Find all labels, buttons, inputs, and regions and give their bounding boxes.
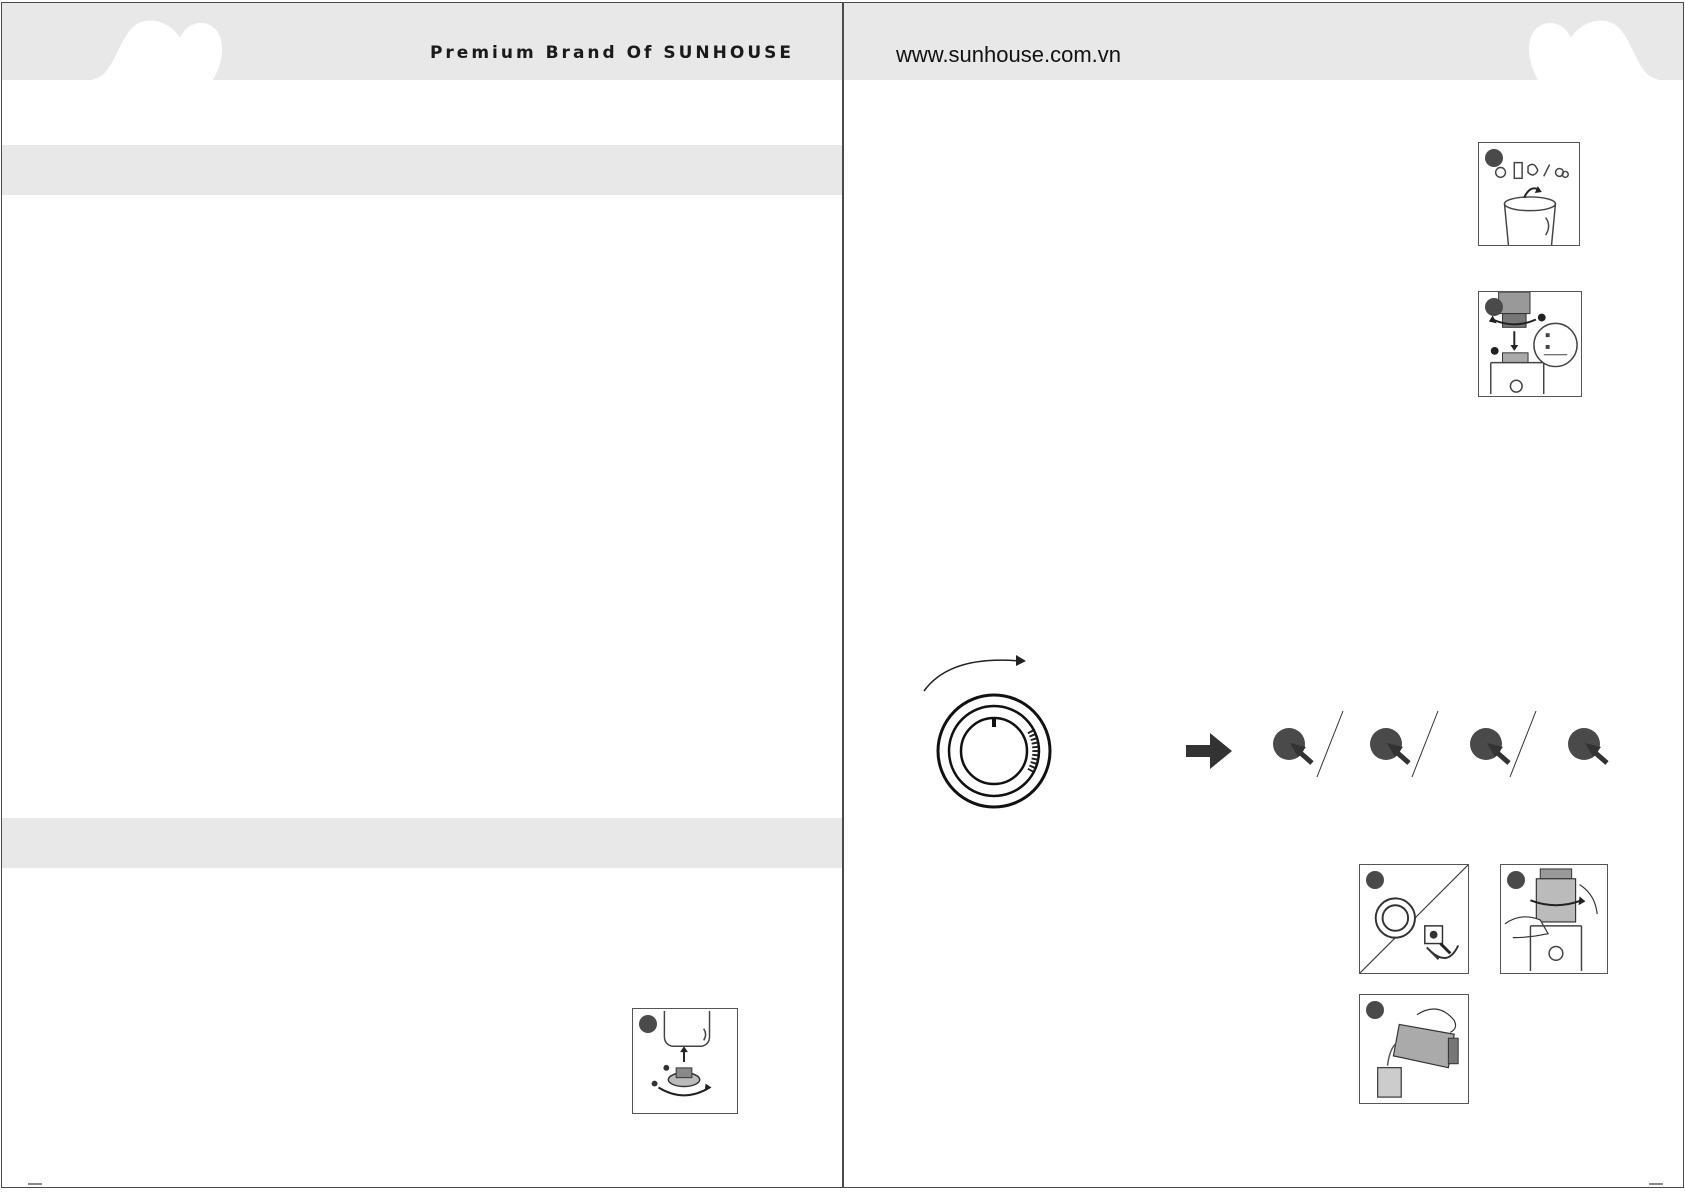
- step-number-dot: [1366, 1001, 1384, 1019]
- mount-jar-figure: [1478, 291, 1582, 397]
- heart-logo-icon: [1484, 3, 1659, 113]
- blade-assembly-figure: [632, 1008, 738, 1114]
- section-band-bottom: [2, 818, 842, 868]
- mode-indicator-4: [1568, 728, 1607, 763]
- remove-jar-figure: [1500, 864, 1608, 974]
- brand-text: Premium Brand Of SUNHOUSE: [429, 43, 794, 63]
- unplug-figure: [1359, 864, 1469, 974]
- step-number-dot: [1366, 871, 1384, 889]
- step-number-dot: [1507, 871, 1525, 889]
- step-number-dot: [1485, 298, 1503, 316]
- speed-dial-diagram: [920, 651, 1620, 811]
- mode-indicator-3: [1470, 728, 1509, 763]
- mode-indicator-2: [1370, 728, 1409, 763]
- page-footnote-mark: [1649, 1183, 1663, 1185]
- right-page: [843, 2, 1684, 1188]
- section-band-top: [2, 145, 842, 195]
- ingredients-figure: [1478, 142, 1580, 246]
- step-number-dot: [639, 1015, 657, 1033]
- heart-logo-icon: [92, 3, 267, 113]
- left-page: [1, 2, 843, 1188]
- speed-dial-icon: [920, 651, 1620, 811]
- mode-indicator-1: [1273, 728, 1312, 763]
- website-url: www.sunhouse.com.vn: [896, 42, 1121, 67]
- step-number-dot: [1485, 149, 1503, 167]
- page-footnote-mark: [28, 1183, 42, 1185]
- pour-figure: [1359, 994, 1469, 1104]
